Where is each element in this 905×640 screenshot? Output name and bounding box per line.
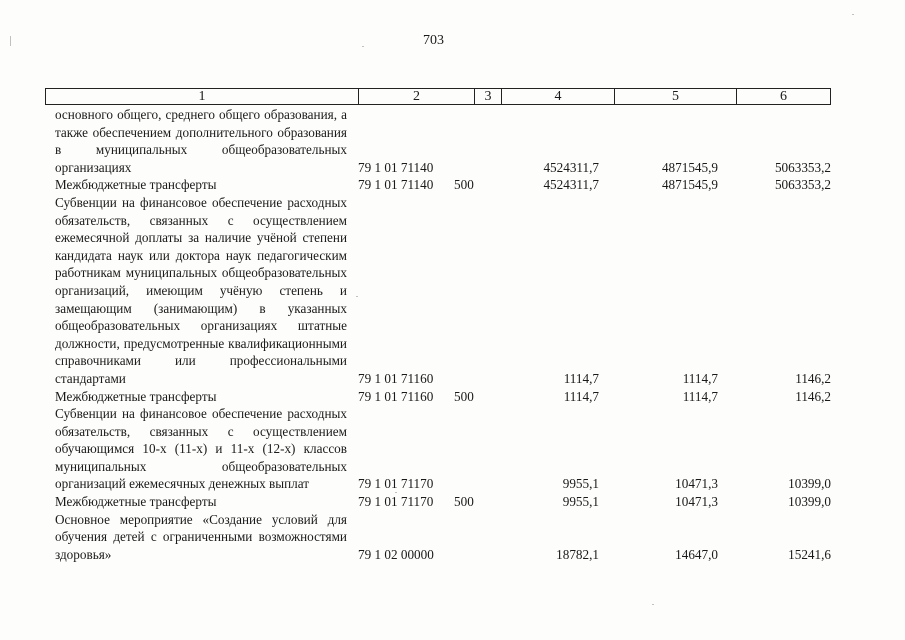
- table-row: [55, 388, 835, 406]
- row-name: Межбюджетные трансферты: [55, 494, 217, 510]
- row-value-col4: 9955,1: [562, 494, 599, 510]
- header-col-4: 4: [501, 89, 614, 104]
- row-value-col5: 10471,3: [675, 476, 718, 492]
- page-number: 703: [423, 33, 444, 48]
- row-value-col5: 1114,7: [682, 370, 718, 386]
- row-name: Субвенции на финансовое обеспечение расходных обязательств, связанных с осуществлением обучающимся 10-х (11-х) и 11-х (12-х) классов муниципальных общеобразовательных организаций ежемесячных денежных выплат: [55, 406, 347, 492]
- row-value-col4: 1114,7: [563, 370, 599, 386]
- row-code: 79 1 01 71140: [358, 177, 434, 193]
- row-value-col6: 1146,2: [795, 388, 831, 404]
- row-value-col4: 4524311,7: [543, 159, 599, 175]
- row-value-col5: 4871545,9: [661, 159, 718, 175]
- row-value-col5: 14647,0: [675, 546, 718, 562]
- row-kvr: 500: [454, 388, 474, 404]
- row-value-col5: 10471,3: [675, 494, 718, 510]
- table-row: [55, 493, 835, 511]
- header-col-5: 5: [614, 89, 736, 104]
- row-value-col5: 4871545,9: [661, 177, 718, 193]
- row-value-col5: 1114,7: [682, 388, 718, 404]
- row-code: 79 1 01 71140: [358, 159, 434, 175]
- table-row: [55, 511, 835, 564]
- row-value-col4: 1114,7: [563, 388, 599, 404]
- row-kvr: 500: [454, 177, 474, 193]
- row-code: 79 1 01 71170: [358, 494, 434, 510]
- row-code: 79 1 01 71160: [358, 370, 434, 386]
- row-value-col6: 10399,0: [788, 476, 831, 492]
- row-value-col6: 5063353,2: [774, 177, 831, 193]
- row-value-col4: 4524311,7: [543, 177, 599, 193]
- table-header: [45, 88, 831, 105]
- table-row: [55, 106, 835, 176]
- row-value-col6: 1146,2: [795, 370, 831, 386]
- row-value-col6: 10399,0: [788, 494, 831, 510]
- row-value-col4: 18782,1: [556, 546, 599, 562]
- table-row: [55, 194, 835, 388]
- row-code: 79 1 01 71160: [358, 388, 434, 404]
- row-value-col6: 15241,6: [788, 546, 831, 562]
- row-name: Межбюджетные трансферты: [55, 388, 217, 404]
- table-row: [55, 405, 835, 493]
- header-col-1: 1: [198, 89, 206, 104]
- budget-table-body: [55, 106, 835, 563]
- row-name: основного общего, среднего общего образования, а также обеспечением дополнительного образования в муниципальных общеобразовательных организациях: [55, 107, 347, 175]
- table-row: [55, 176, 835, 194]
- header-col-6: 6: [736, 89, 830, 104]
- row-code: 79 1 02 00000: [358, 546, 434, 562]
- row-value-col6: 5063353,2: [774, 159, 831, 175]
- row-name: Основное мероприятие «Создание условий для обучения детей с ограниченными возможностями здоровья»: [55, 511, 347, 562]
- header-col-3: 3: [474, 89, 501, 104]
- header-col-2: 2: [358, 89, 474, 104]
- row-name: Межбюджетные трансферты: [55, 177, 217, 193]
- row-kvr: 500: [454, 494, 474, 510]
- row-name: Субвенции на финансовое обеспечение расходных обязательств, связанных с осуществлением ежемесячной доплаты за наличие учёной степени кандидата наук или доктора наук педагогическим работникам муниципальных общеобразовательных организаций, имеющим учёную степень и замещающим (занимающим) в указанных общеобразовательных организациях штатные должности, предусмотренные квалификационными справочниками или профессиональными стандартами: [55, 194, 347, 386]
- row-value-col4: 9955,1: [562, 476, 599, 492]
- row-code: 79 1 01 71170: [358, 476, 434, 492]
